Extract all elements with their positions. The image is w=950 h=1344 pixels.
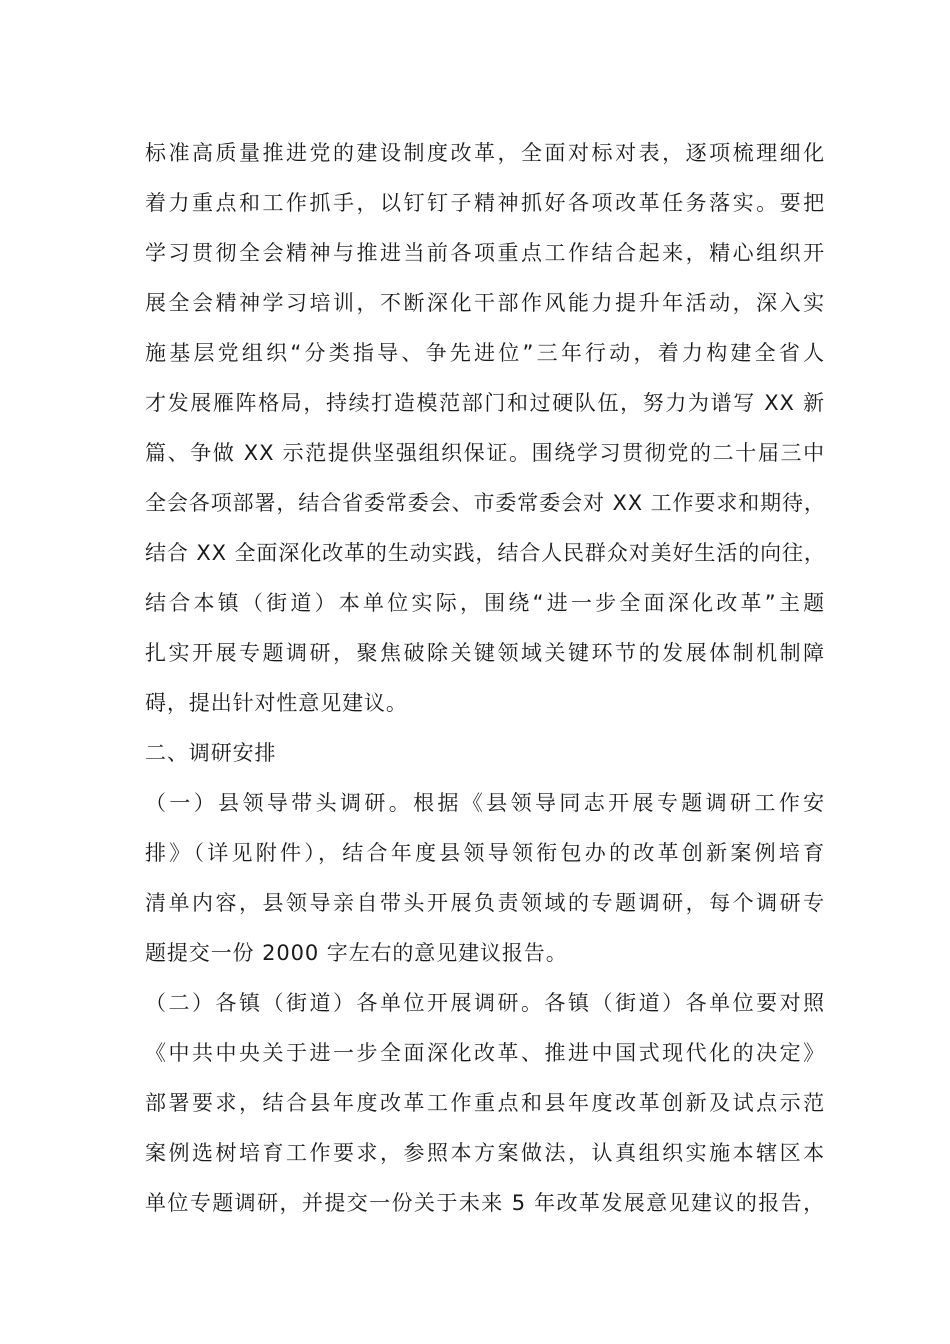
paragraph-line: 展全会精神学习培训，不断深化干部作风能力提升年活动，深入实: [145, 291, 825, 315]
paragraph-line: 排》（详见附件），结合年度县领导领衔包办的改革创新案例培育: [145, 841, 825, 865]
paragraph-line: 案例选树培育工作要求，参照本方案做法，认真组织实施本辖区本: [145, 1141, 825, 1165]
paragraph-line: 施基层党组织“分类指导、争先进位”三年行动，着力构建全省人: [145, 341, 825, 365]
paragraph-line: （一）县领导带头调研。根据《县领导同志开展专题调研工作安: [145, 791, 825, 815]
document-body: [145, 128, 825, 1228]
paragraph-line: 着力重点和工作抓手，以钉钉子精神抓好各项改革任务落实。要把: [145, 191, 825, 215]
section-heading: 二、调研安排: [145, 741, 277, 765]
paragraph-line: （二）各镇（街道）各单位开展调研。各镇（街道）各单位要对照: [145, 991, 825, 1015]
paragraph-line: 篇、争做 XX 示范提供坚强组织保证。围绕学习贯彻党的二十届三中: [145, 441, 825, 465]
paragraph-line: 全会各项部署，结合省委常委会、市委常委会对 XX 工作要求和期待，: [145, 491, 826, 515]
paragraph-line: 《中共中央关于进一步全面深化改革、推进中国式现代化的决定》: [145, 1041, 825, 1065]
paragraph-line: 清单内容，县领导亲自带头开展负责领域的专题调研，每个调研专: [145, 891, 825, 915]
paragraph-line: 部署要求，结合县年度改革工作重点和县年度改革创新及试点示范: [145, 1091, 825, 1115]
paragraph-line: 单位专题调研，并提交一份关于未来 5 年改革发展意见建议的报告，: [145, 1191, 825, 1215]
paragraph-line-last: 题提交一份 2000 字左右的意见建议报告。: [145, 941, 568, 965]
paragraph-line: 结合本镇（街道）本单位实际，围绕“进一步全面深化改革”主题: [145, 591, 825, 615]
paragraph-line-last: 碍，提出针对性意见建议。: [145, 691, 408, 715]
paragraph-line: 才发展雁阵格局，持续打造模范部门和过硬队伍，努力为谱写 XX 新: [145, 391, 825, 415]
paragraph-line: 扎实开展专题调研，聚焦破除关键领域关键环节的发展体制机制障: [145, 641, 825, 665]
paragraph-line: 结合 XX 全面深化改革的生动实践，结合人民群众对美好生活的向往，: [145, 541, 826, 565]
paragraph-line: 学习贯彻全会精神与推进当前各项重点工作结合起来，精心组织开: [145, 241, 825, 265]
paragraph-line: 标准高质量推进党的建设制度改革，全面对标对表，逐项梳理细化: [145, 141, 825, 165]
